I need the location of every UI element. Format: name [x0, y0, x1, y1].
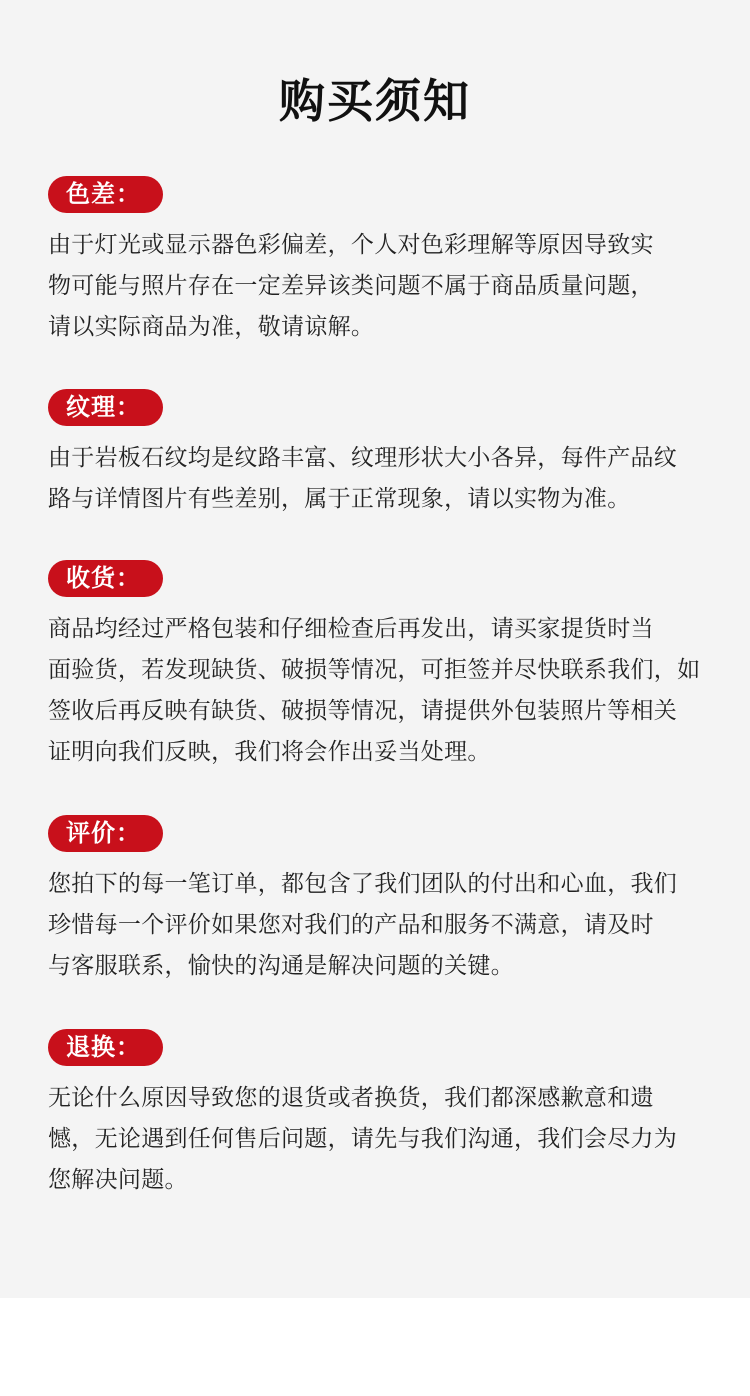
text-line: 您解决问题。 [48, 1167, 188, 1193]
text-line: 签收后再反映有缺货、破损等情况，请提供外包装照片等相关 [48, 698, 678, 724]
section-color-difference [48, 176, 718, 348]
text-line: 由于岩板石纹均是纹路丰富、纹理形状大小各异，每件产品纹 [48, 445, 678, 471]
text-line: 商品均经过严格包装和仔细检查后再发出，请买家提货时当 [48, 616, 654, 642]
section-text [48, 1078, 718, 1201]
section-texture [48, 389, 718, 520]
section-text [48, 438, 718, 520]
text-line: 您拍下的每一笔订单，都包含了我们团队的付出和心血，我们 [48, 871, 678, 897]
text-line: 面验货，若发现缺货、破损等情况，可拒签并尽快联系我们，如 [48, 657, 701, 683]
section-review [48, 815, 718, 987]
text-line: 证明向我们反映，我们将会作出妥当处理。 [48, 739, 491, 765]
section-returns [48, 1029, 718, 1201]
text-line: 与客服联系，愉快的沟通是解决问题的关键。 [48, 953, 514, 979]
text-line: 憾，无论遇到任何售后问题，请先与我们沟通，我们会尽力为 [48, 1126, 678, 1152]
section-badge: 收货： [48, 560, 163, 597]
section-text [48, 225, 718, 348]
text-line: 无论什么原因导致您的退货或者换货，我们都深感歉意和遗 [48, 1085, 654, 1111]
text-line: 路与详情图片有些差别，属于正常现象，请以实物为准。 [48, 486, 631, 512]
section-receiving [48, 560, 718, 773]
section-badge: 退换： [48, 1029, 163, 1066]
section-badge: 色差： [48, 176, 163, 213]
text-line: 请以实际商品为准，敬请谅解。 [48, 314, 375, 340]
text-line: 由于灯光或显示器色彩偏差，个人对色彩理解等原因导致实 [48, 232, 654, 258]
section-text [48, 609, 718, 773]
text-line: 物可能与照片存在一定差异该类问题不属于商品质量问题， [48, 273, 654, 299]
section-text [48, 864, 718, 987]
section-badge: 纹理： [48, 389, 163, 426]
section-badge: 评价： [48, 815, 163, 852]
text-line: 珍惜每一个评价如果您对我们的产品和服务不满意，请及时 [48, 912, 654, 938]
page-title: 购买须知 [279, 74, 471, 128]
